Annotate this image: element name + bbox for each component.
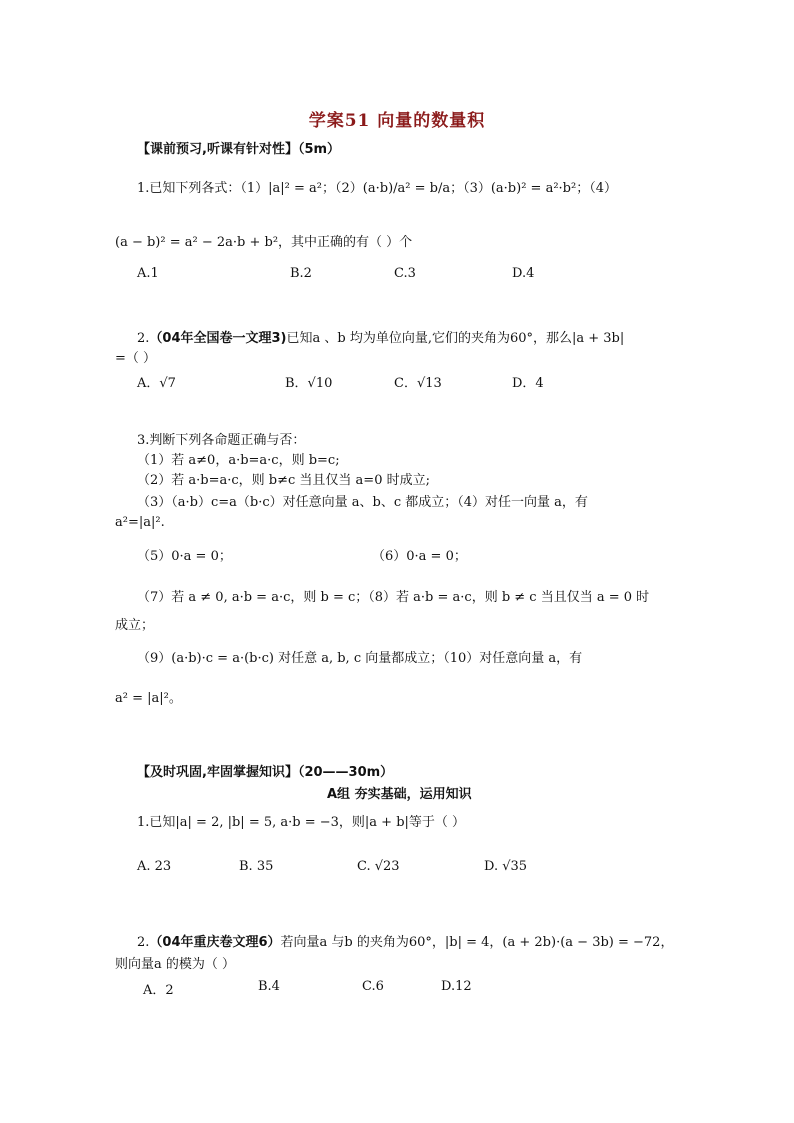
q2-option-c: C．√13 — [394, 376, 442, 391]
q2-source: （04年全国卷一文理3) — [149, 331, 287, 346]
s2-question-1-line-1: 1.已知|a| = 2, |b| = 5, a·b = −3，则|a + b|等于（ ） — [137, 815, 466, 830]
q2-option-d: D．4 — [512, 376, 544, 391]
q1-option-d: D.4 — [512, 266, 535, 281]
s2-q1-option-a: A. 23 — [137, 859, 172, 874]
question-1-line-2: (a − b)² = a² − 2a·b + b²，其中正确的有（ ）个 — [115, 235, 413, 250]
section-heading-consolidate: 【及时巩固,牢固掌握知识】（20——30m） — [137, 765, 394, 780]
q3-line-7: （7）若 a ≠ 0, a·b = a·c，则 b = c；（8）若 a·b = a·c，则 b ≠ c 当且仅当 a = 0 时 — [137, 590, 650, 605]
s2-q2-text: 若向量a 与b 的夹角为60°，|b| = 4，(a + 2b)·(a − 3b) = −72， — [280, 935, 674, 950]
q1-option-b: B.2 — [290, 266, 312, 281]
q2-option-a: A．√7 — [137, 376, 176, 391]
q3-line-3: （3）（a·b）c=a（b·c）对任意向量 a、b、c 都成立；（4）对任一向量 a，有 — [137, 495, 588, 510]
q3-line-6: （6）0·a = 0； — [372, 549, 467, 564]
question-2-line-2: =（ ） — [115, 351, 157, 366]
q3-line-8: 成立； — [115, 618, 155, 633]
s2-question-2-line-1 — [137, 934, 673, 952]
s2-question-2-line-2: 则向量a 的模为（ ） — [115, 957, 236, 972]
q3-line-5: （5）0·a = 0； — [137, 549, 232, 564]
q3-line-4: a²=|a|². — [115, 515, 165, 530]
section-heading-preview: 【课前预习,听课有针对性】（5m） — [137, 142, 341, 157]
s2-q2-prefix: 2. — [137, 935, 150, 950]
s2-q2-option-a: A．2 — [143, 983, 174, 998]
question-2-line-1 — [137, 330, 624, 348]
q3-line-1: （1）若 a≠0，a·b=a·c，则 b=c; — [137, 453, 340, 468]
q3-line-9: （9）(a·b)·c = a·(b·c) 对任意 a, b, c 向量都成立；（10）对任意向量 a，有 — [137, 651, 583, 666]
q2-option-b: B．√10 — [285, 376, 333, 391]
q3-line-0: 3.判断下列各命题正确与否： — [137, 433, 306, 448]
q3-line-10: a² = |a|²。 — [115, 691, 182, 706]
s2-q1-option-c: C. √23 — [357, 859, 400, 874]
s2-q2-option-b: B.4 — [258, 979, 280, 994]
s2-q2-option-d: D.12 — [441, 979, 472, 994]
q2-text: 已知a 、b 均为单位向量,它们的夹角为60°，那么|a + 3b| — [286, 331, 625, 346]
s2-q1-option-b: B. 35 — [239, 859, 274, 874]
s2-q2-source: （04年重庆卷文理6） — [149, 935, 281, 950]
q3-line-2: （2）若 a·b=a·c，则 b≠c 当且仅当 a=0 时成立; — [137, 473, 430, 488]
s2-q1-option-d: D. √35 — [484, 859, 528, 874]
q1-option-a: A.1 — [137, 266, 159, 281]
page-title: 学案51 向量的数量积 — [308, 111, 486, 131]
q1-option-c: C.3 — [394, 266, 416, 281]
q2-prefix: 2. — [137, 331, 150, 346]
group-a-subheading: A组 夯实基础，运用知识 — [327, 787, 472, 802]
s2-q2-option-c: C.6 — [362, 979, 384, 994]
question-1-line-1: 1.已知下列各式：（1）|a|² = a²；（2）(a·b)/a² = b/a；（3）(a·b)² = a²·b²；（4） — [137, 181, 617, 196]
